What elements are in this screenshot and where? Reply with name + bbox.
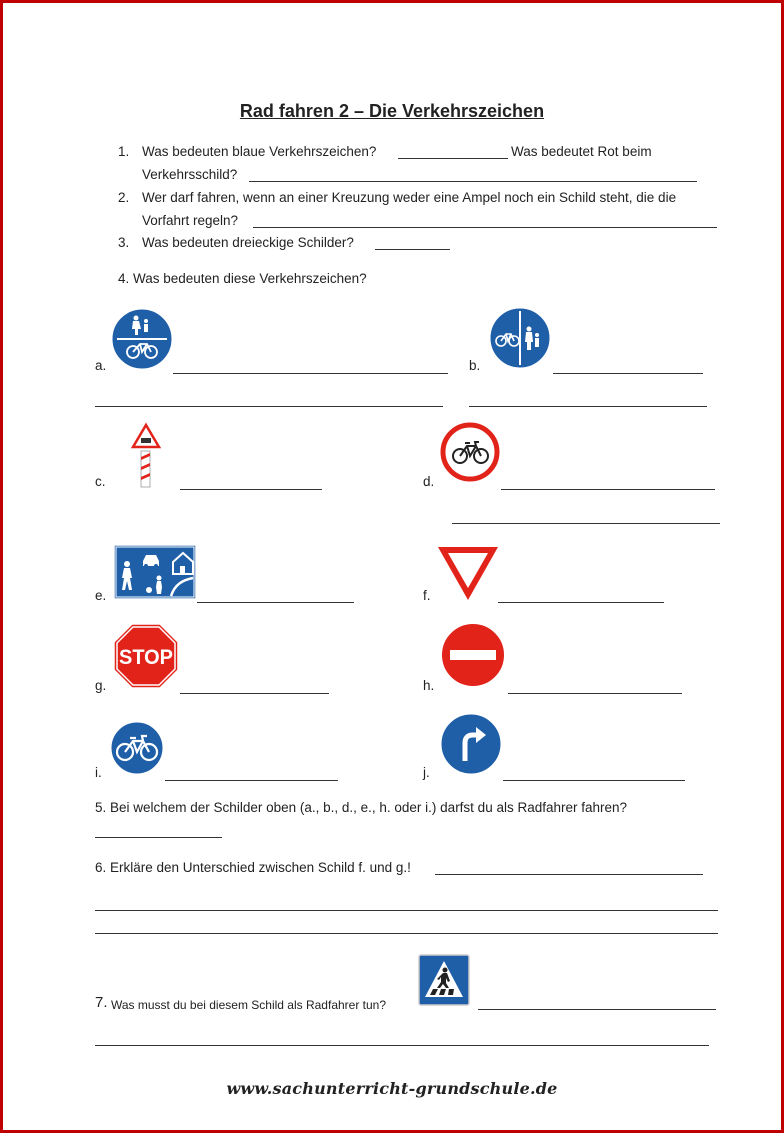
answer-line-a[interactable]	[173, 373, 448, 374]
label-a: a.	[95, 358, 107, 373]
label-b: b.	[469, 358, 481, 373]
q5-answer-line[interactable]	[95, 837, 222, 838]
q6-answer-line-2[interactable]	[95, 910, 718, 911]
answer-line-c[interactable]	[180, 489, 322, 490]
q7-answer-line-1[interactable]	[478, 1009, 716, 1010]
q6-answer-line-1[interactable]	[435, 874, 703, 875]
stop-sign-icon	[113, 623, 179, 689]
segregated-path-sign-icon	[489, 307, 551, 369]
label-d: d.	[423, 474, 435, 489]
answer-line-e[interactable]	[197, 602, 354, 603]
no-entry-sign-icon	[440, 622, 506, 688]
answer-line-b[interactable]	[553, 373, 703, 374]
railway-crossing-beacon-icon	[131, 423, 161, 489]
label-i: i.	[95, 765, 102, 780]
q6-answer-line-3[interactable]	[95, 933, 718, 934]
yield-sign-icon	[436, 544, 500, 602]
footer-website: www.sachunterricht-grundschule.de	[226, 1079, 558, 1098]
q6-text: 6. Erkläre den Unterschied zwischen Schild f. und g.!	[95, 860, 411, 875]
q3-answer-line[interactable]	[375, 249, 450, 250]
q7-number: 7.	[95, 994, 108, 1011]
q7-answer-line-2[interactable]	[95, 1045, 709, 1046]
answer-line-a-2[interactable]	[95, 406, 443, 407]
q1-text-b: Was bedeutet Rot beim	[511, 144, 652, 159]
stop-sign-text: STOP	[119, 646, 173, 669]
answer-line-d-2[interactable]	[452, 523, 720, 524]
turn-right-sign-icon	[440, 713, 502, 775]
q5-text: 5. Bei welchem der Schilder oben (a., b., d., e., h. oder i.) darfst du als Radfahrer fahren?	[95, 800, 628, 815]
bicycle-path-sign-icon	[110, 721, 164, 775]
q2-text-a: Wer darf fahren, wenn an einer Kreuzung weder eine Ampel noch ein Schild steht, die die	[142, 190, 677, 205]
q4-text: 4. Was bedeuten diese Verkehrszeichen?	[118, 271, 367, 286]
label-f: f.	[423, 588, 431, 603]
q2-answer-line[interactable]	[253, 227, 717, 228]
answer-line-b-2[interactable]	[469, 406, 707, 407]
q1-answer-line-1[interactable]	[398, 158, 508, 159]
page-title: Rad fahren 2 – Die Verkehrszeichen	[239, 101, 545, 121]
answer-line-i[interactable]	[165, 780, 338, 781]
label-e: e.	[95, 588, 107, 603]
q1-answer-line-2[interactable]	[249, 181, 697, 182]
label-g: g.	[95, 678, 107, 693]
answer-line-g[interactable]	[180, 693, 329, 694]
answer-line-d[interactable]	[501, 489, 715, 490]
q7-text: Was musst du bei diesem Schild als Radfahrer tun?	[111, 998, 387, 1012]
play-street-sign-icon	[113, 544, 197, 600]
label-c: c.	[95, 474, 106, 489]
q2-text-b: Vorfahrt regeln?	[142, 213, 239, 228]
q2-number: 2.	[118, 190, 130, 205]
q3-text: Was bedeuten dreieckige Schilder?	[142, 235, 354, 250]
label-h: h.	[423, 678, 435, 693]
q1-number: 1.	[118, 144, 130, 159]
answer-line-j[interactable]	[503, 780, 685, 781]
answer-line-h[interactable]	[508, 693, 682, 694]
shared-path-sign-icon	[111, 308, 173, 370]
q3-number: 3.	[118, 235, 130, 250]
q1-text-a: Was bedeuten blaue Verkehrszeichen?	[142, 144, 377, 159]
q1-text-c: Verkehrsschild?	[142, 167, 238, 182]
pedestrian-crossing-sign-icon	[418, 954, 470, 1006]
label-j: j.	[423, 765, 430, 780]
no-bicycles-sign-icon	[441, 423, 499, 481]
answer-line-f[interactable]	[498, 602, 664, 603]
